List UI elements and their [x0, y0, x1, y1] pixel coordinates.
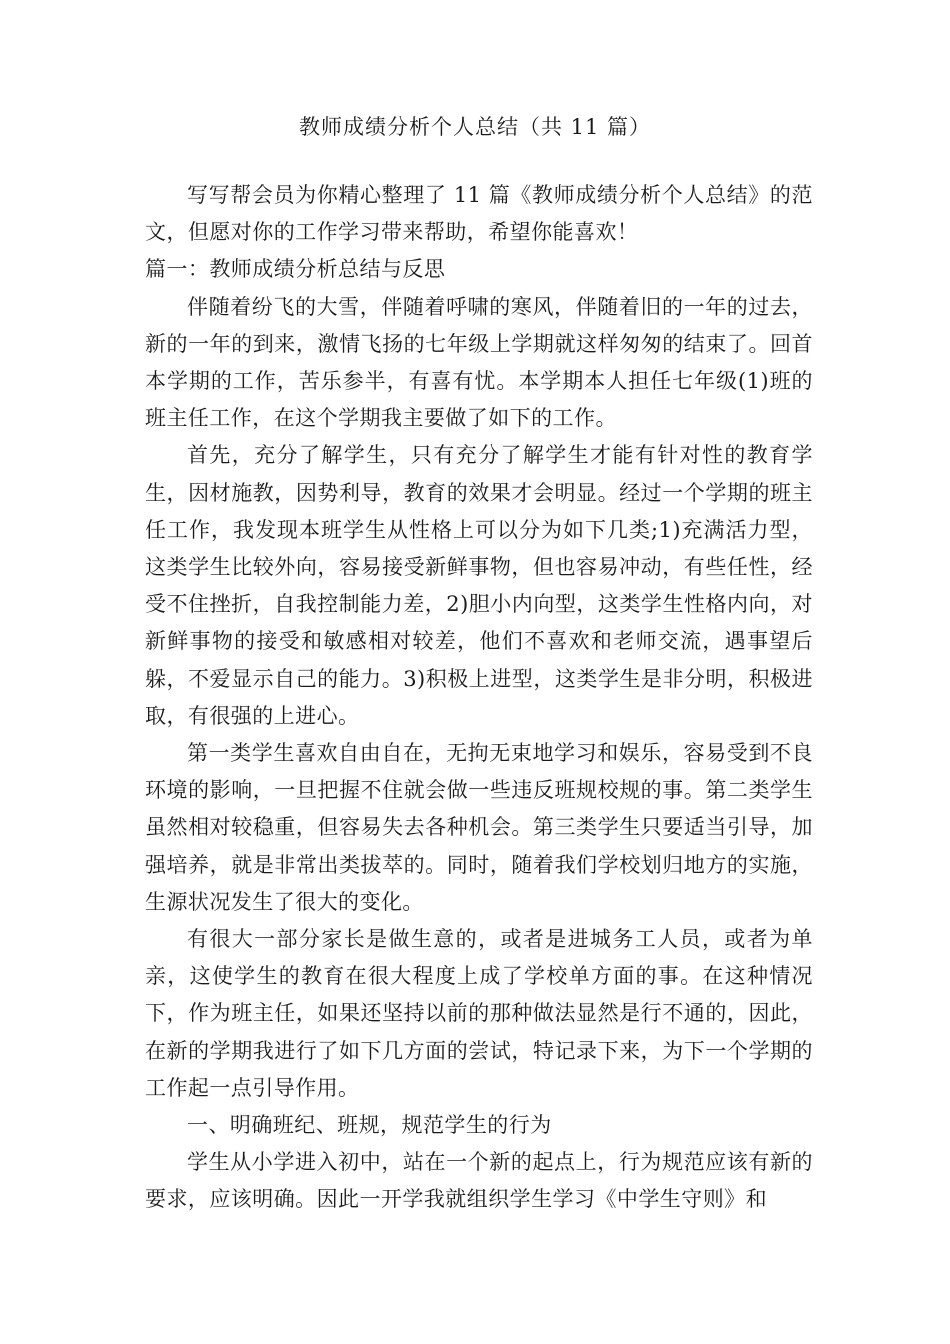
section-heading: 篇一：教师成绩分析总结与反思 [145, 257, 446, 282]
document-title: 教师成绩分析个人总结（共 11 篇） [298, 115, 652, 139]
body-paragraph: 首先，充分了解学生，只有充分了解学生才能有针对性的教育学生，因材施教，因势利导，教育的效果才会明显。经过一个学期的班主任工作，我发现本班学生从性格上可以分为如下几类;1)充满活力型，这类学生比较外向，容易接受新鲜事物，但也容易冲动，有些任性，经受不住挫折，自我控制能力差，2)胆小内向型，这类学生性格内向，对新鲜事物的接受和敏感相对较差，他们不喜欢和老师交流，遇事望后躲，不爱显示自己的能力。3)积极上进型，这类学生是非分明，积极进取，有很强的上进心。 [145, 443, 813, 728]
document-body [145, 177, 813, 1219]
intro-paragraph: 写写帮会员为你精心整理了 11 篇《教师成绩分析个人总结》的范文，但愿对你的工作学习带来帮助，希望你能喜欢！ [145, 183, 813, 245]
body-paragraph: 伴随着纷飞的大雪，伴随着呼啸的寒风，伴随着旧的一年的过去，新的一年的到来，激情飞扬的七年级上学期就这样匆匆的结束了。回首本学期的工作，苦乐参半，有喜有忧。本学期本人担任七年级(1)班的班主任工作，在这个学期我主要做了如下的工作。 [145, 294, 813, 431]
body-paragraph: 有很大一部分家长是做生意的，或者是进城务工人员，或者为单亲，这使学生的教育在很大程度上成了学校单方面的事。在这种情况下，作为班主任，如果还坚持以前的那种做法显然是行不通的，因此，在新的学期我进行了如下几方面的尝试，特记录下来，为下一个学期的工作起一点引导作用。 [145, 927, 813, 1100]
subsection-heading: 一、明确班纪、班规，规范学生的行为 [187, 1113, 552, 1138]
body-paragraph: 第一类学生喜欢自由自在，无拘无束地学习和娱乐，容易受到不良环境的影响，一旦把握不住就会做一些违反班规校规的事。第二类学生虽然相对较稳重，但容易失去各种机会。第三类学生只要适当引导，加强培养，就是非常出类拔萃的。同时，随着我们学校划归地方的实施，生源状况发生了很大的变化。 [145, 741, 813, 914]
body-paragraph: 学生从小学进入初中，站在一个新的起点上，行为规范应该有新的要求，应该明确。因此一开学我就组织学生学习《中学生守则》和 [145, 1150, 813, 1212]
